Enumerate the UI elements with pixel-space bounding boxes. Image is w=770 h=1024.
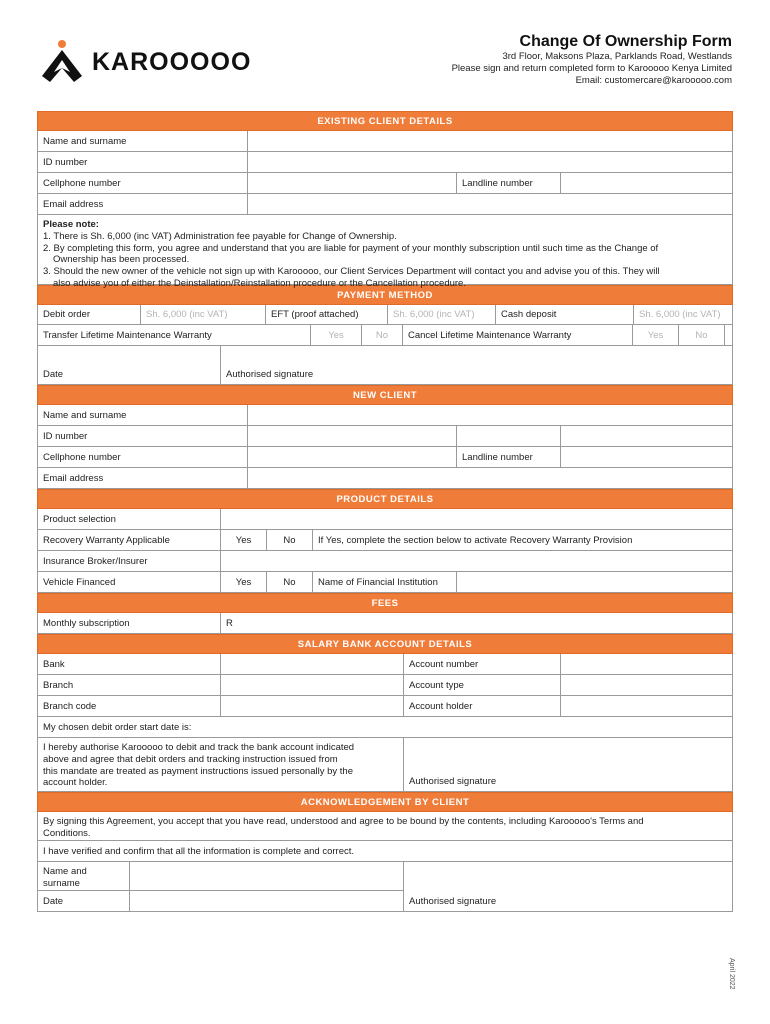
branch-code-field[interactable] xyxy=(220,696,403,716)
section-existing-client: EXISTING CLIENT DETAILS xyxy=(37,111,733,131)
eft-label: EFT (proof attached) xyxy=(265,305,387,324)
section-new-client: NEW CLIENT xyxy=(37,385,733,405)
note-3: 3. Should the new owner of the vehicle not sign up with Karooooo, our Client Services Department will contact you and advise you of this. They will xyxy=(43,266,660,278)
mandate-row xyxy=(37,738,733,792)
bank-label: Bank xyxy=(43,658,65,670)
header-address-block xyxy=(452,51,732,87)
karooooo-logo-icon xyxy=(38,38,86,86)
ack-name-line-2: surname xyxy=(43,877,80,889)
transfer-warranty-yes[interactable]: Yes xyxy=(310,325,361,345)
section-product-details: PRODUCT DETAILS xyxy=(37,489,733,509)
existing-email-row xyxy=(37,194,733,215)
existing-landline-field[interactable] xyxy=(560,173,732,193)
new-landline-label: Landline number xyxy=(456,447,560,467)
ack-name-label xyxy=(38,862,129,891)
payment-method-row xyxy=(37,305,733,325)
page-title: Change Of Ownership Form xyxy=(519,33,732,50)
new-email-field[interactable] xyxy=(247,468,732,488)
ack-date-field[interactable] xyxy=(129,891,403,911)
cash-deposit-fee-field[interactable]: Sh. 6,000 (inc VAT) xyxy=(633,305,732,324)
section-fees: FEES xyxy=(37,593,733,613)
section-acknowledgement: ACKNOWLEDGEMENT BY CLIENT xyxy=(37,792,733,812)
mandate-text xyxy=(38,738,403,791)
financial-institution-label: Name of Financial Institution xyxy=(312,572,456,592)
recovery-warranty-no[interactable]: No xyxy=(266,530,312,550)
account-holder-label: Account holder xyxy=(403,696,560,716)
existing-email-field[interactable] xyxy=(247,194,732,214)
please-note-box xyxy=(37,215,733,289)
new-email-label: Email address xyxy=(43,472,104,484)
payment-authorised-signature[interactable]: Authorised signature xyxy=(220,346,732,384)
product-selection-field[interactable] xyxy=(220,509,732,529)
eft-fee-field[interactable]: Sh. 6,000 (inc VAT) xyxy=(387,305,495,324)
existing-cell-field[interactable] xyxy=(247,173,456,193)
new-id-label: ID number xyxy=(43,430,88,442)
existing-id-row xyxy=(37,152,733,173)
bank-row xyxy=(37,654,733,675)
note-1: 1. There is Sh. 6,000 (inc VAT) Administration fee payable for Change of Ownership. xyxy=(43,230,397,242)
debit-order-label: Debit order xyxy=(43,309,90,320)
new-id-field[interactable] xyxy=(247,426,456,446)
verify-row xyxy=(37,841,733,862)
recovery-warranty-yes[interactable]: Yes xyxy=(220,530,266,550)
bank-authorised-signature[interactable]: Authorised signature xyxy=(403,738,732,791)
ack-name-field[interactable] xyxy=(129,862,403,891)
account-type-field[interactable] xyxy=(560,675,732,695)
existing-name-row xyxy=(37,131,733,152)
branch-row xyxy=(37,675,733,696)
verify-text: I have verified and confirm that all the information is complete and correct. xyxy=(43,845,355,857)
account-type-label: Account type xyxy=(403,675,560,695)
cancel-warranty-no[interactable]: No xyxy=(678,325,724,345)
branch-code-label: Branch code xyxy=(43,700,97,712)
recovery-warranty-row xyxy=(37,530,733,551)
new-email-row xyxy=(37,468,733,489)
existing-name-field[interactable] xyxy=(247,131,732,151)
vehicle-financed-no[interactable]: No xyxy=(266,572,312,592)
note-title: Please note: xyxy=(43,219,99,230)
cancel-warranty-yes[interactable]: Yes xyxy=(632,325,678,345)
debit-order-fee-field[interactable]: Sh. 6,000 (inc VAT) xyxy=(140,305,265,324)
branch-field[interactable] xyxy=(220,675,403,695)
existing-cell-label: Cellphone number xyxy=(43,177,121,189)
form-version: April 2022 xyxy=(728,958,735,990)
insurance-field[interactable] xyxy=(220,551,732,571)
existing-id-field[interactable] xyxy=(247,152,732,172)
mandate-line-3: this mandate are treated as payment instructions issued personally by the xyxy=(43,765,353,777)
branch-code-row xyxy=(37,696,733,717)
ack-authorised-signature[interactable]: Authorised signature xyxy=(403,862,732,911)
ack-text-row xyxy=(37,812,733,841)
monthly-subscription-field[interactable]: R xyxy=(220,613,732,633)
ownership-form xyxy=(37,111,733,912)
financial-institution-field[interactable] xyxy=(456,572,732,592)
contact-email: Email: customercare@karooooo.com xyxy=(575,75,732,86)
bank-field[interactable] xyxy=(220,654,403,674)
start-date-row xyxy=(37,717,733,738)
new-cell-label: Cellphone number xyxy=(43,451,121,463)
new-id-field-2[interactable] xyxy=(456,426,560,446)
vehicle-financed-row xyxy=(37,572,733,593)
product-selection-label: Product selection xyxy=(43,513,116,525)
payment-date-label: Date xyxy=(43,369,64,380)
company-address: 3rd Floor, Maksons Plaza, Parklands Road, Westlands xyxy=(502,51,732,62)
mandate-line-4: account holder. xyxy=(43,777,108,789)
return-instruction: Please sign and return completed form to Karooooo Kenya Limited xyxy=(451,63,732,74)
monthly-subscription-row xyxy=(37,613,733,634)
vehicle-financed-yes[interactable]: Yes xyxy=(220,572,266,592)
account-number-label: Account number xyxy=(403,654,560,674)
monthly-subscription-label: Monthly subscription xyxy=(43,617,130,629)
warranty-spacer xyxy=(724,325,735,345)
warranty-row xyxy=(37,325,733,346)
transfer-warranty-no[interactable]: No xyxy=(361,325,402,345)
account-number-field[interactable] xyxy=(560,654,732,674)
note-3-cont: also advise you of either the Deinstallation/Reinstallation procedure or the Cancellation procedure. xyxy=(53,277,466,289)
ack-signature-block xyxy=(37,862,733,912)
new-name-field[interactable] xyxy=(247,405,732,425)
existing-landline-label: Landline number xyxy=(456,173,560,193)
cancel-warranty-label: Cancel Lifetime Maintenance Warranty xyxy=(402,325,632,345)
insurance-row xyxy=(37,551,733,572)
section-payment-method: PAYMENT METHOD xyxy=(37,285,733,305)
mandate-line-1: I hereby authorise Karooooo to debit and track the bank account indicated xyxy=(43,742,355,753)
new-name-row xyxy=(37,405,733,426)
transfer-warranty-label: Transfer Lifetime Maintenance Warranty xyxy=(43,329,212,341)
brand-logo xyxy=(38,38,251,86)
note-2-cont: Ownership has been processed. xyxy=(53,254,190,266)
new-id-row xyxy=(37,426,733,447)
section-bank-account: SALARY BANK ACCOUNT DETAILS xyxy=(37,634,733,654)
new-cell-field[interactable] xyxy=(247,447,456,467)
ack-name-line-1: Name and xyxy=(43,866,87,877)
note-2: 2. By completing this form, you agree and understand that you are liable for payment of your monthly subscription until such time as the Change of xyxy=(43,242,659,254)
cash-deposit-label: Cash deposit xyxy=(495,305,633,324)
existing-name-label: Name and surname xyxy=(43,135,127,147)
product-selection-row xyxy=(37,509,733,530)
existing-id-label: ID number xyxy=(43,156,88,168)
recovery-warranty-note: If Yes, complete the section below to activate Recovery Warranty Provision xyxy=(312,530,732,550)
account-holder-field[interactable] xyxy=(560,696,732,716)
new-name-label: Name and surname xyxy=(43,409,127,421)
mandate-line-2: above and agree that debit orders and tracking instruction issued from xyxy=(43,753,338,765)
recovery-warranty-label: Recovery Warranty Applicable xyxy=(43,534,170,546)
payment-signature-row xyxy=(37,346,733,385)
ack-text-line-1: By signing this Agreement, you accept that you have read, understood and agree to be bound by the contents, including Karooooo's Terms and xyxy=(43,816,644,827)
ack-date-label: Date xyxy=(43,895,64,907)
new-landline-field[interactable] xyxy=(560,447,732,467)
new-id-field-3[interactable] xyxy=(560,426,732,446)
brand-name: KAROOOOO xyxy=(92,47,252,76)
vehicle-financed-label: Vehicle Financed xyxy=(43,576,116,588)
existing-email-label: Email address xyxy=(43,198,104,210)
start-date-label: My chosen debit order start date is: xyxy=(43,721,192,733)
existing-phone-row xyxy=(37,173,733,194)
branch-label: Branch xyxy=(43,679,74,691)
new-phone-row xyxy=(37,447,733,468)
insurance-label: Insurance Broker/Insurer xyxy=(43,555,148,567)
ack-text-line-2: Conditions. xyxy=(43,827,91,839)
